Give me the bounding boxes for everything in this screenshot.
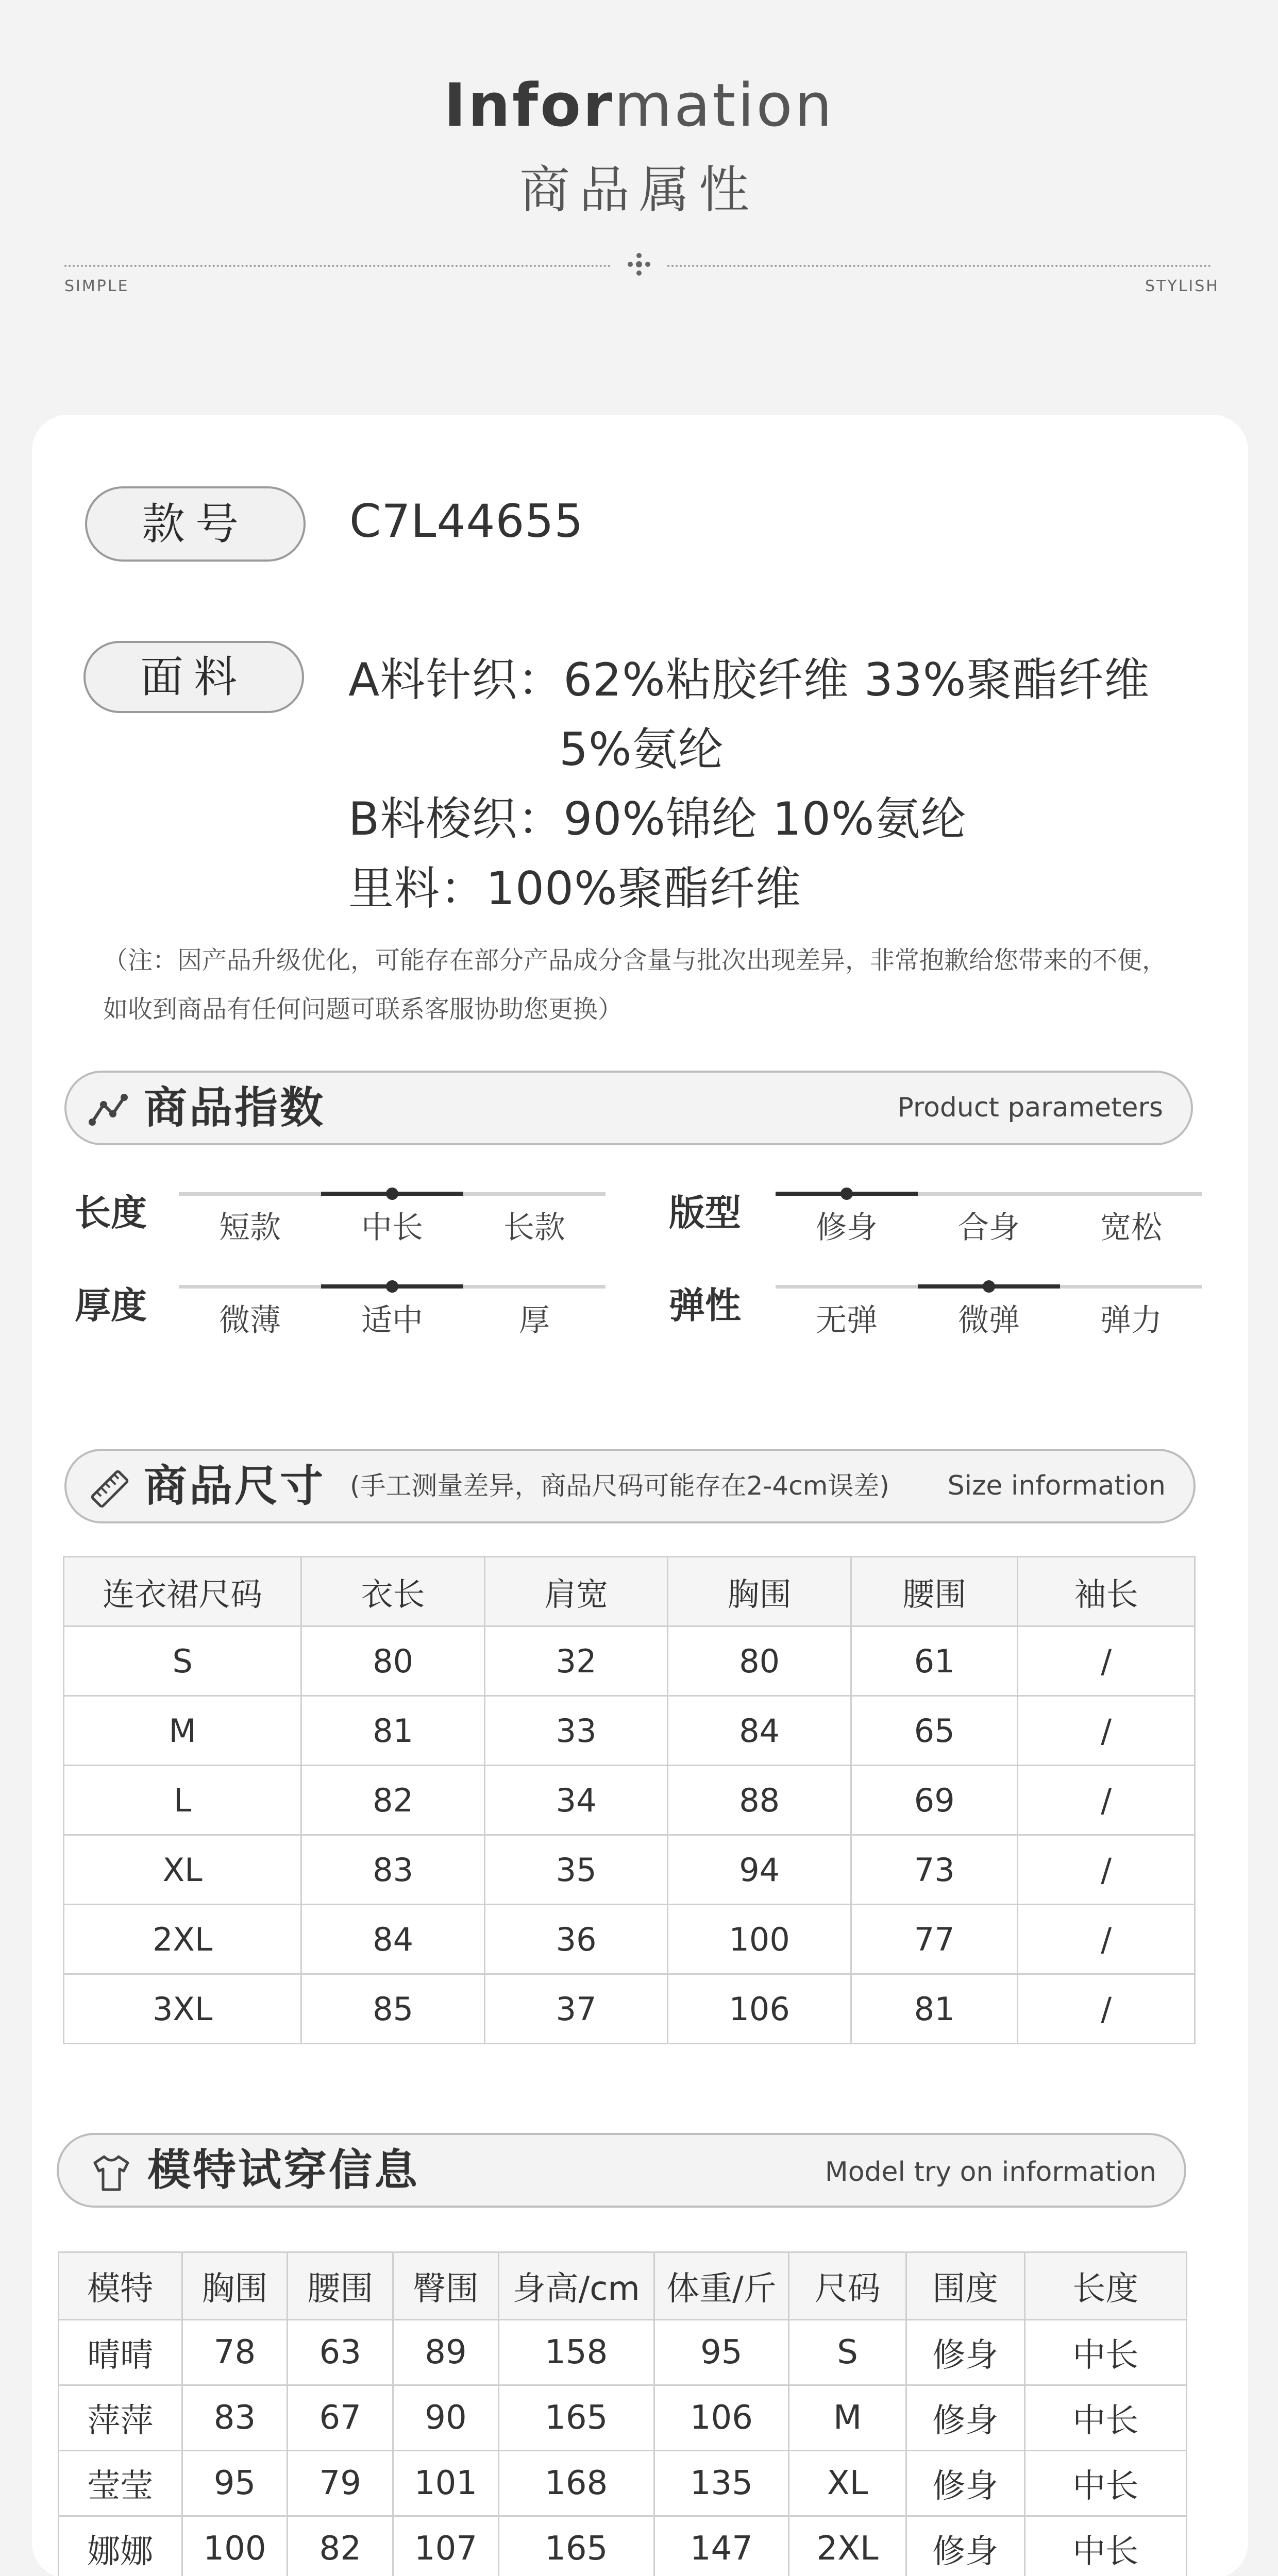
divider-right: [667, 265, 1211, 267]
size-banner: [64, 1449, 1196, 1523]
table-row: [64, 1905, 1195, 1974]
size-cell: /: [1018, 1696, 1195, 1766]
model-cell: 娜娜: [59, 2516, 182, 2576]
size-note: (手工测量差异，商品尺码可能存在2-4cm误差): [350, 1451, 889, 1521]
table-row: [59, 2320, 1187, 2385]
param-option: 无弹: [776, 1296, 918, 1340]
ruler-icon: [89, 1468, 130, 1510]
size-cell: 81: [301, 1696, 485, 1766]
model-cell: 158: [498, 2320, 654, 2385]
size-cell: /: [1018, 1835, 1195, 1905]
tshirt-icon: [91, 2153, 132, 2194]
style-value: C7L44655: [349, 495, 583, 548]
size-cell: M: [64, 1696, 301, 1766]
size-cell: /: [1018, 1766, 1195, 1835]
model-cell: 90: [393, 2385, 499, 2451]
size-cell: XL: [64, 1835, 301, 1905]
size-cell: 2XL: [64, 1905, 301, 1974]
scale-marker: [840, 1188, 853, 1200]
model-cell: XL: [789, 2451, 906, 2516]
model-table-header: [59, 2252, 1187, 2320]
fabric-note: 如收到商品有任何问题可联系客服协助您更换）: [103, 989, 623, 1025]
model-table: [58, 2251, 1187, 2576]
tag-simple: SIMPLE: [64, 277, 129, 295]
param-option: 合身: [918, 1203, 1060, 1247]
header-title-bold: Infor: [444, 71, 614, 140]
param-option: 适中: [321, 1296, 463, 1340]
fabric-line: B料梭织：90%锦纶 10%氨纶: [348, 783, 967, 848]
model-cell: 101: [393, 2451, 499, 2516]
header-subtitle: 商品属性: [0, 149, 1278, 222]
model-cell: 147: [654, 2516, 789, 2576]
model-cell: S: [789, 2320, 906, 2385]
size-header-cell: 衣长: [301, 1557, 485, 1626]
model-header-cell: 体重/斤: [654, 2252, 789, 2320]
size-cell: 65: [851, 1696, 1018, 1766]
model-cell: 89: [393, 2320, 499, 2385]
param-option: 厚: [463, 1296, 606, 1340]
table-row: [64, 1974, 1195, 2044]
table-row: [59, 2385, 1187, 2451]
table-row: [59, 2516, 1187, 2576]
model-header-cell: 尺码: [789, 2252, 906, 2320]
tag-stylish: STYLISH: [1145, 277, 1219, 295]
size-header-cell: 肩宽: [484, 1557, 668, 1626]
size-cell: 100: [668, 1905, 851, 1974]
model-cell: 修身: [906, 2451, 1024, 2516]
model-cell: 95: [182, 2451, 288, 2516]
size-cell: L: [64, 1766, 301, 1835]
model-cell: 135: [654, 2451, 789, 2516]
model-header-cell: 腰围: [288, 2252, 393, 2320]
trend-line-icon: [88, 1090, 128, 1130]
size-cell: 83: [301, 1835, 485, 1905]
param-option: 微弹: [918, 1296, 1060, 1340]
param-label-thickness: 厚度: [75, 1277, 147, 1329]
model-cell: 100: [182, 2516, 288, 2576]
model-cell: 107: [393, 2516, 499, 2576]
size-cell: 85: [301, 1974, 485, 2044]
size-cell: /: [1018, 1905, 1195, 1974]
model-header-cell: 臀围: [393, 2252, 499, 2320]
size-cell: 94: [668, 1835, 851, 1905]
size-subtitle: Size information: [948, 1451, 1166, 1521]
model-header-cell: 围度: [906, 2252, 1024, 2320]
size-header-cell: 腰围: [851, 1557, 1018, 1626]
size-cell: 36: [484, 1905, 668, 1974]
model-cell: 修身: [906, 2516, 1024, 2576]
param-option: 长款: [463, 1203, 606, 1247]
model-cell: 95: [654, 2320, 789, 2385]
header-title: [0, 64, 1278, 147]
model-cell: 79: [288, 2451, 393, 2516]
size-cell: 77: [851, 1905, 1018, 1974]
model-cell: 萍萍: [59, 2385, 182, 2451]
ornament-icon: [626, 251, 652, 277]
model-cell: 106: [654, 2385, 789, 2451]
divider-left: [64, 265, 611, 267]
model-cell: 2XL: [789, 2516, 906, 2576]
size-cell: /: [1018, 1974, 1195, 2044]
scale-marker: [983, 1280, 995, 1293]
model-cell: 83: [182, 2385, 288, 2451]
size-cell: 80: [668, 1626, 851, 1696]
model-subtitle: Model try on information: [825, 2137, 1156, 2208]
param-option: 弹力: [1060, 1296, 1202, 1340]
size-cell: 88: [668, 1766, 851, 1835]
model-cell: M: [789, 2385, 906, 2451]
size-cell: 73: [851, 1835, 1018, 1905]
param-option: 中长: [321, 1203, 463, 1247]
header-title-light: mation: [614, 71, 834, 140]
size-cell: 81: [851, 1974, 1018, 2044]
param-option: 修身: [776, 1203, 918, 1247]
model-header-cell: 模特: [59, 2252, 182, 2320]
param-label-fit: 版型: [669, 1184, 741, 1236]
scale-marker: [386, 1280, 398, 1293]
model-cell: 修身: [906, 2320, 1024, 2385]
size-cell: 61: [851, 1626, 1018, 1696]
param-option: 短款: [179, 1203, 321, 1247]
params-banner: [64, 1071, 1193, 1145]
model-header-cell: 胸围: [182, 2252, 288, 2320]
size-cell: 106: [668, 1974, 851, 2044]
size-header-cell: 连衣裙尺码: [64, 1557, 301, 1626]
size-cell: 34: [484, 1766, 668, 1835]
size-table-header: [64, 1557, 1195, 1626]
model-cell: 67: [288, 2385, 393, 2451]
size-header-cell: 胸围: [668, 1557, 851, 1626]
size-cell: 33: [484, 1696, 668, 1766]
param-label-stretch: 弹性: [669, 1277, 741, 1329]
model-cell: 中长: [1024, 2320, 1186, 2385]
table-row: [64, 1626, 1195, 1696]
size-cell: 80: [301, 1626, 485, 1696]
size-header-cell: 袖长: [1018, 1557, 1195, 1626]
params-title: 商品指数: [144, 1073, 325, 1143]
style-label-pill: 款号: [85, 486, 306, 562]
param-option: 宽松: [1060, 1203, 1202, 1247]
fabric-line: A料针织：62%粘胶纤维 33%聚酯纤维: [348, 644, 1150, 709]
model-cell: 165: [498, 2516, 654, 2576]
param-label-length: 长度: [75, 1184, 147, 1236]
size-cell: 84: [668, 1696, 851, 1766]
table-row: [64, 1766, 1195, 1835]
model-header-cell: 身高/cm: [498, 2252, 654, 2320]
model-banner: [57, 2133, 1186, 2208]
model-title: 模特试穿信息: [147, 2135, 419, 2206]
table-row: [64, 1835, 1195, 1905]
model-cell: 63: [288, 2320, 393, 2385]
fabric-note: （注：因产品升级优化，可能存在部分产品成分含量与批次出现差异，非常抱歉给您带来的不便，: [103, 940, 1167, 976]
model-header-cell: 长度: [1024, 2252, 1186, 2320]
params-subtitle: Product parameters: [897, 1073, 1163, 1143]
table-row: [59, 2451, 1187, 2516]
size-cell: S: [64, 1626, 301, 1696]
size-cell: 3XL: [64, 1974, 301, 2044]
model-cell: 165: [498, 2385, 654, 2451]
size-cell: 32: [484, 1626, 668, 1696]
size-title: 商品尺寸: [144, 1451, 325, 1521]
model-cell: 晴晴: [59, 2320, 182, 2385]
model-cell: 82: [288, 2516, 393, 2576]
table-row: [64, 1696, 1195, 1766]
size-cell: 37: [484, 1974, 668, 2044]
size-table: [63, 1556, 1196, 2044]
fabric-label-pill: 面料: [83, 641, 304, 713]
scale-marker: [386, 1188, 398, 1200]
size-cell: 84: [301, 1905, 485, 1974]
size-cell: /: [1018, 1626, 1195, 1696]
fabric-line: 里料：100%聚酯纤维: [348, 853, 801, 918]
model-cell: 中长: [1024, 2451, 1186, 2516]
size-cell: 35: [484, 1835, 668, 1905]
model-cell: 168: [498, 2451, 654, 2516]
param-option: 微薄: [179, 1296, 321, 1340]
fabric-line: 5%氨纶: [559, 714, 724, 778]
model-cell: 莹莹: [59, 2451, 182, 2516]
size-cell: 82: [301, 1766, 485, 1835]
model-cell: 中长: [1024, 2385, 1186, 2451]
size-cell: 69: [851, 1766, 1018, 1835]
model-cell: 78: [182, 2320, 288, 2385]
model-cell: 中长: [1024, 2516, 1186, 2576]
model-cell: 修身: [906, 2385, 1024, 2451]
